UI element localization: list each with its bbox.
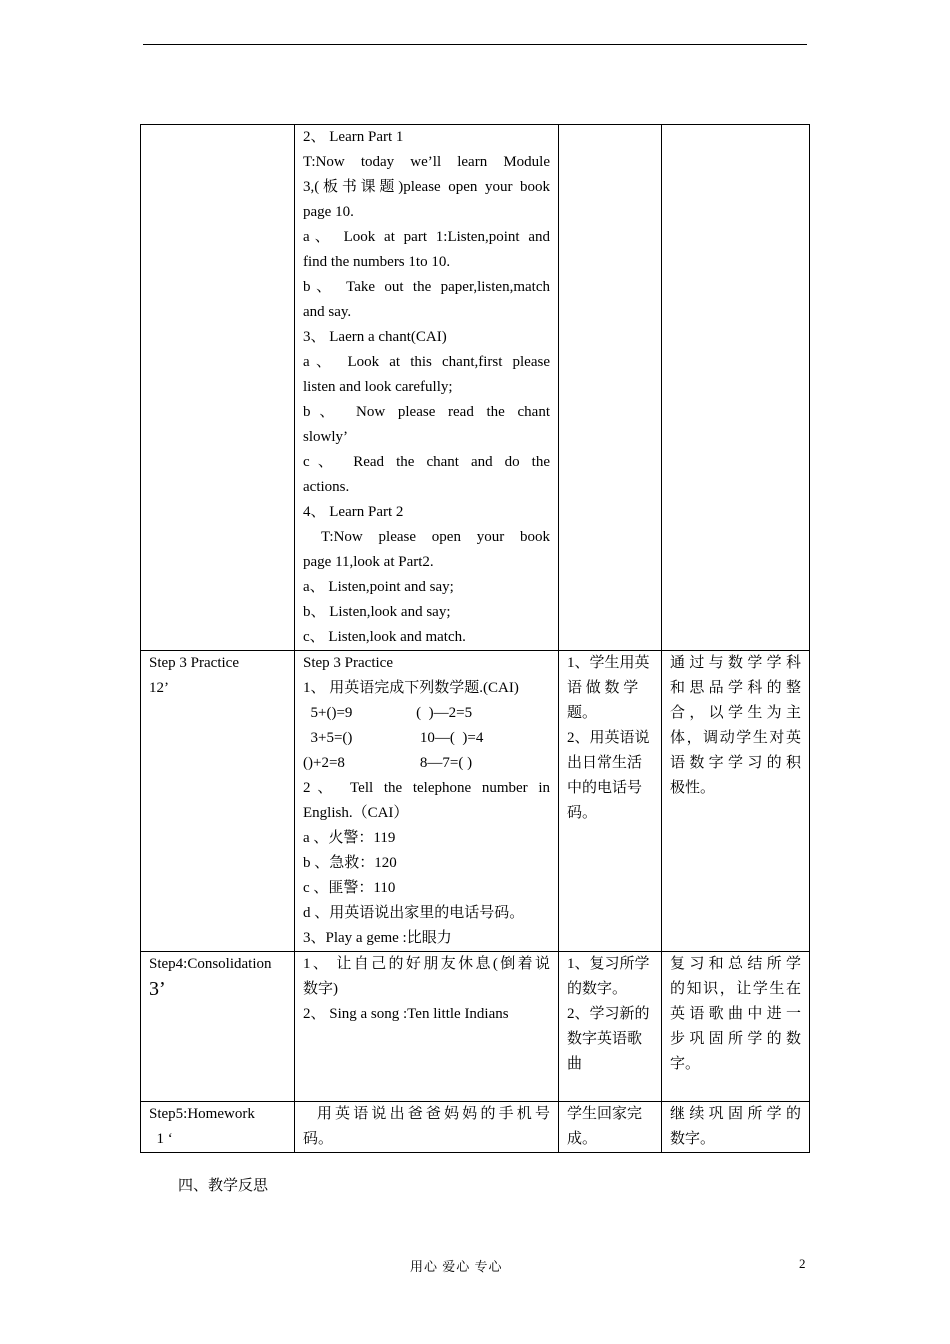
procedure-line: b、 Listen,look and say;	[303, 604, 451, 620]
procedure-line: a、 Look at this chant,first please	[303, 354, 550, 370]
procedure-line: 4、 Learn Part 2	[303, 504, 404, 520]
purpose-line: 极性。	[670, 780, 716, 796]
procedure-line: listen and look carefully;	[303, 379, 453, 395]
activity-line: 2、学习新的	[567, 1006, 650, 1022]
procedure-line: 3+5=() 10—( )=4	[303, 730, 484, 746]
step-label: Step5:Homework	[149, 1106, 255, 1122]
step-cell	[141, 651, 295, 952]
procedure-line: 2、 Learn Part 1	[303, 129, 404, 145]
procedure-line: c 、匪警：110	[303, 880, 396, 896]
purpose-line: 合，以学生为主	[670, 705, 801, 721]
purpose-line: 的知识，让学生在	[670, 981, 801, 997]
procedure-line: b、 Now please read the chant	[303, 404, 550, 420]
procedure-line: T:Now today we’ll learn Module	[303, 154, 550, 170]
procedure-line: a、 Look at part 1:Listen,point and	[303, 229, 550, 245]
procedure-line: slowly’	[303, 429, 348, 445]
activity-line: 的数字。	[567, 981, 628, 997]
activity-line: 2、用英语说	[567, 730, 650, 746]
purpose-line: 数字。	[670, 1131, 716, 1147]
procedure-line: a 、火警：119	[303, 830, 396, 846]
purpose-cell	[662, 125, 810, 651]
procedure-line: 码。	[303, 1131, 334, 1147]
procedure-line: Step 3 Practice	[303, 655, 393, 671]
procedure-line: a、 Listen,point and say;	[303, 579, 454, 595]
purpose-line: 语数字学习的积	[670, 755, 801, 771]
purpose-line: 字。	[670, 1056, 701, 1072]
step-label: Step 3 Practice	[149, 655, 239, 671]
procedure-line: 3、Play a geme :比眼力	[303, 930, 452, 946]
procedure-cell	[295, 1102, 559, 1153]
footer-slogan: 用心 爱心 专心	[410, 1259, 503, 1274]
page-number: 2	[799, 1256, 806, 1271]
activity-line: 曲	[567, 1056, 583, 1072]
purpose-cell	[662, 952, 810, 1102]
procedure-cell	[295, 125, 559, 651]
purpose-line: 英语歌曲中进一	[670, 1006, 801, 1022]
procedure-line: 用英语说出爸爸妈妈的手机号	[303, 1106, 550, 1122]
procedure-line: page 10.	[303, 204, 354, 220]
procedure-line: 2、 Tell the telephone number in	[303, 780, 550, 796]
procedure-line: English.（CAI）	[303, 805, 409, 821]
procedure-line: find the numbers 1to 10.	[303, 254, 451, 270]
purpose-cell	[662, 1102, 810, 1153]
procedure-line: actions.	[303, 479, 350, 495]
activity-line: 出日常生活	[567, 755, 643, 771]
step-time: 3’	[149, 978, 166, 1000]
procedure-line: b、 Take out the paper,listen,match	[303, 279, 550, 295]
purpose-line: 步巩固所学的数	[670, 1031, 801, 1047]
procedure-line: 3、 Laern a chant(CAI)	[303, 329, 447, 345]
activity-cell	[559, 1102, 662, 1153]
activity-line: 语 做 数 学	[567, 680, 639, 696]
procedure-line: 1、 用英语完成下列数学题.(CAI)	[303, 680, 519, 696]
activity-cell	[559, 952, 662, 1102]
activity-line: 学生回家完	[567, 1106, 643, 1122]
activity-line: 码。	[567, 805, 598, 821]
step-cell	[141, 1102, 295, 1153]
table-row-practice	[141, 651, 810, 952]
procedure-cell	[295, 952, 559, 1102]
activity-line: 中的电话号	[567, 780, 643, 796]
activity-line: 1、学生用英	[567, 655, 650, 671]
procedure-line: b 、急救：120	[303, 855, 397, 871]
table-row-homework	[141, 1102, 810, 1153]
activity-line: 题。	[567, 705, 598, 721]
purpose-line: 通过与数学学科	[670, 655, 801, 671]
procedure-line: 数字)	[303, 981, 338, 997]
procedure-line: 1、 让自己的好朋友休息(倒着说	[303, 956, 550, 972]
procedure-line: 5+()=9 ( )—2=5	[303, 705, 473, 721]
step-cell	[141, 125, 295, 651]
procedure-line: 2、 Sing a song :Ten little Indians	[303, 1006, 509, 1022]
procedure-line: 3,(板书课题)please open your book	[303, 179, 550, 195]
activity-line: 1、复习所学	[567, 956, 650, 972]
section-heading-reflection: 四、教学反思	[178, 1178, 269, 1194]
step-cell	[141, 952, 295, 1102]
procedure-line: and say.	[303, 304, 352, 320]
procedure-line: ()+2=8 8—7=( )	[303, 755, 473, 771]
purpose-line: 继续巩固所学的	[670, 1106, 801, 1122]
procedure-line: page 11,look at Part2.	[303, 554, 434, 570]
procedure-line: c、 Listen,look and match.	[303, 629, 466, 645]
step-time: 1 ‘	[149, 1131, 173, 1147]
table-row-continuation	[141, 125, 810, 651]
header-rule	[143, 44, 807, 45]
purpose-line: 体，调动学生对英	[670, 730, 801, 746]
activity-cell	[559, 651, 662, 952]
step-time: 12’	[149, 680, 169, 696]
step-label: Step4:Consolidation	[149, 956, 272, 972]
purpose-line: 复习和总结所学	[670, 956, 801, 972]
table-row-consolidation	[141, 952, 810, 1102]
procedure-cell	[295, 651, 559, 952]
activity-line: 数字英语歌	[567, 1031, 643, 1047]
activity-line: 成。	[567, 1131, 598, 1147]
purpose-line: 和思品学科的整	[670, 680, 801, 696]
procedure-line: c、 Read the chant and do the	[303, 454, 550, 470]
lesson-plan-table	[140, 124, 810, 1153]
purpose-cell	[662, 651, 810, 952]
procedure-line: T:Now please open your book	[321, 529, 550, 545]
activity-cell	[559, 125, 662, 651]
procedure-line: d 、用英语说出家里的电话号码。	[303, 905, 525, 921]
